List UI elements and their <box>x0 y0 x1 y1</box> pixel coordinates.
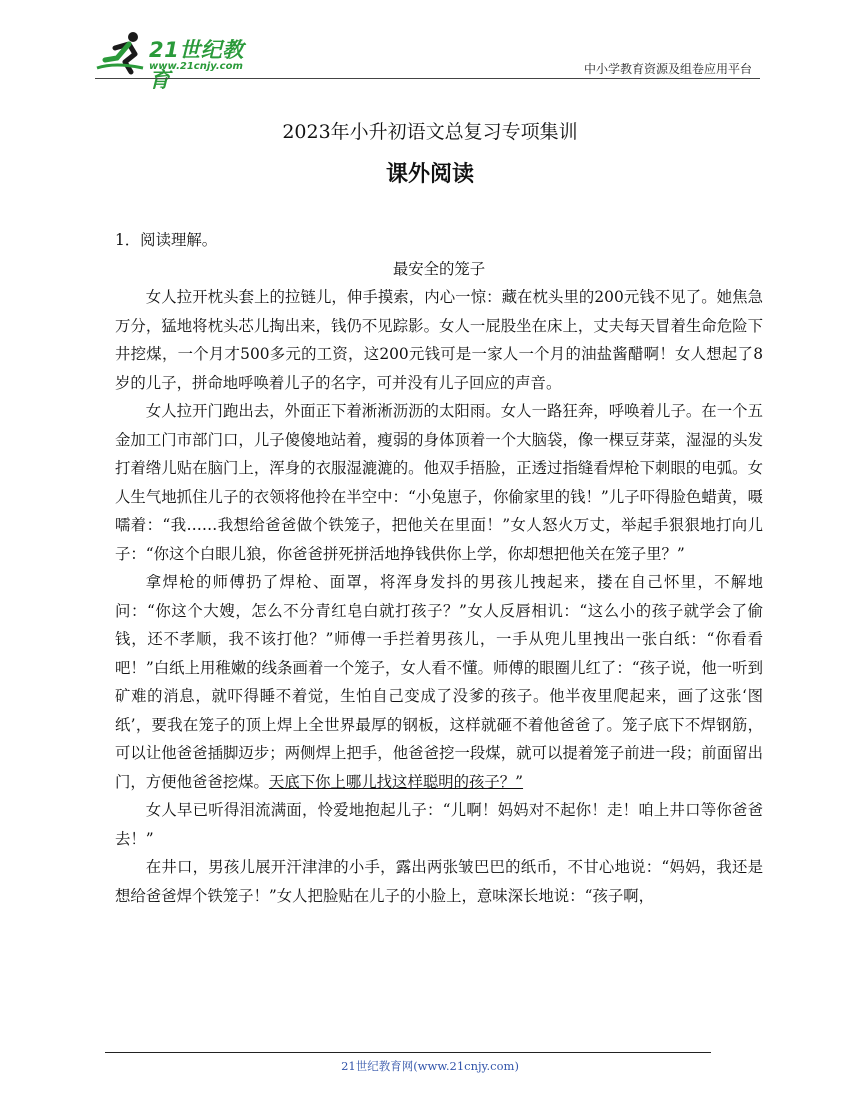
paragraph-2: 女人拉开门跑出去，外面正下着淅淅沥沥的太阳雨。女人一路狂奔，呼唤着儿子。在一个五金加工门市部门口，儿子傻傻地站着，瘦弱的身体顶着一个大脑袋，像一棵豆芽菜，湿湿的头发打着绺儿贴在脑门上，浑身的衣服湿漉漉的。他双手捂脸，正透过指缝看焊枪下刺眼的电弧。女人生气地抓住儿子的衣领将他拎在半空中：“小兔崽子，你偷家里的钱！”儿子吓得脸色蜡黄，嗫嚅着：“我……我想给爸爸做个铁笼子，把他关在里面！”女人怒火万丈，举起手狠狠地打向儿子：“你这个白眼儿狼，你爸爸拼死拼活地挣钱供你上学，你却想把他关在笼子里？” <box>115 402 763 563</box>
footer-divider <box>105 1052 711 1053</box>
question-label: 1．阅读理解。 <box>115 231 218 249</box>
page-header <box>95 28 760 92</box>
platform-name: 中小学教育资源及组卷应用平台 <box>583 62 752 76</box>
header-divider <box>95 78 760 79</box>
footer-text: 21世纪教育网(www.21cnjy.com) <box>341 1059 519 1073</box>
logo <box>95 28 265 92</box>
paragraph-5: 在井口，男孩儿展开汗津津的小手，露出两张皱巴巴的纸币，不甘心地说：“妈妈，我还是想给爸爸焊个铁笼子！”女人把脸贴在儿子的小脸上，意味深长地说：“孩子啊， <box>115 858 763 905</box>
paragraph-4: 女人早已听得泪流满面，怜爱地抱起儿子：“儿啊！妈妈对不起你！走！咱上井口等你爸爸去！” <box>115 801 763 848</box>
paragraph-3 <box>115 568 763 796</box>
logo-url: www.21cnjy.com <box>149 61 243 72</box>
essay-title: 最安全的笼子 <box>392 259 486 278</box>
page-title: 2023年小升初语文总复习专项集训 <box>282 121 578 143</box>
underlined-sentence: 天底下你上哪儿找这样聪明的孩子？” <box>268 772 524 791</box>
logo-text: 21世纪教育 <box>149 38 244 92</box>
paragraph-3-text: 拿焊枪的师傅扔了焊枪、面罩，将浑身发抖的男孩儿拽起来，搂在自己怀里，不解地问：“你这个大嫂，怎么不分青红皂白就打孩子？”女人反唇相讥：“这么小的孩子就学会了偷钱，还不孝顺，我不该打他？”师傅一手拦着男孩儿，一手从兜儿里拽出一张白纸：“你看看吧！”白纸上用稚嫩的线条画着一个笼子，女人看不懂。师傅的眼圈儿红了：“孩子说，他一听到矿难的消息，就吓得睡不着觉，生怕自己变成了没爹的孩子。他半夜里爬起来，画了这张‘图纸’，要我在笼子的顶上焊上全世界最厚的钢板，这样就砸不着他爸爸了。笼子底下不焊钢筋，可以让他爸爸插脚迈步；两侧焊上把手，他爸爸挖一段煤，就可以提着笼子前进一段；前面留出门，方便他爸爸挖煤。 <box>115 573 763 791</box>
document-body <box>115 226 763 910</box>
paragraph-1: 女人拉开枕头套上的拉链儿，伸手摸索，内心一惊：藏在枕头里的200元钱不见了。她焦急万分，猛地将枕头芯儿掏出来，钱仍不见踪影。女人一屁股坐在床上，丈夫每天冒着生命危险下井挖煤，一个月才500多元的工资，这200元钱可是一家人一个月的油盐酱醋啊！女人想起了8岁的儿子，拼命地呼唤着儿子的名字，可并没有儿子回应的声音。 <box>115 288 763 392</box>
page-subtitle: 课外阅读 <box>385 161 474 187</box>
runner-logo-icon <box>95 28 151 78</box>
